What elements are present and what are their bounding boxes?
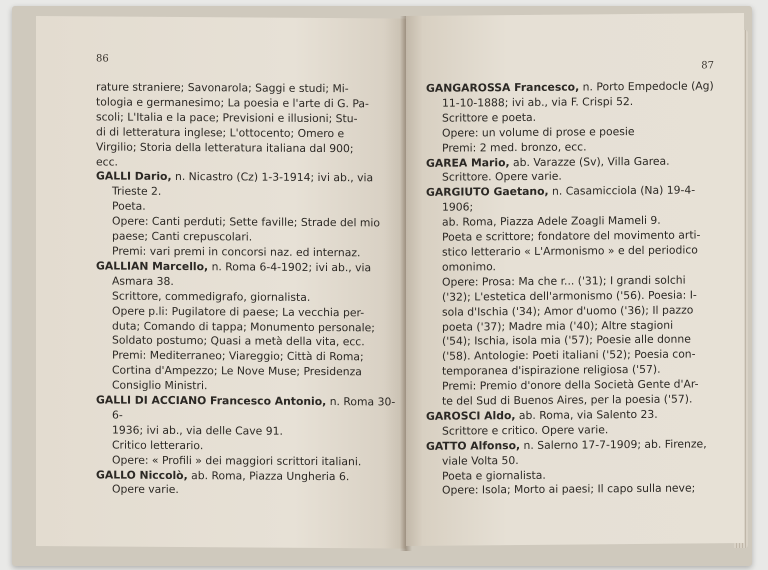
entry-heading-rest: n. Casamicciola (Na) 19-4-1906;: [442, 183, 696, 214]
text-line: scoli; L'Italia e la pace; Previsioni e illusioni; Stu-: [96, 110, 358, 126]
entry-name: GAREA Mario,: [426, 155, 510, 170]
text-line: poeta ('37); Madre mia ('40); Altre stagioni: [442, 318, 674, 334]
entry-name: GALLI Dario,: [96, 169, 172, 184]
entry-name: GATTO Alfonso,: [426, 438, 521, 453]
text-line: viale Volta 50.: [442, 453, 519, 468]
text-line: Scrittore, commedigrafo, giornalista.: [112, 289, 311, 304]
text-line: Opere: Canti perduti; Sette faville; Strade del mio: [112, 214, 380, 230]
text-line: Opere: « Profili » dei maggiori scrittori italiani.: [112, 453, 362, 468]
text-line: Opere: un volume di prose e poesie: [442, 124, 635, 140]
text-line: di di letteratura inglese; L'ottocento; Omero e: [96, 125, 345, 140]
text-line: ecc.: [96, 154, 118, 169]
entry-heading: [96, 259, 396, 276]
entry-heading-rest: ab. Roma, via Salento 23.: [515, 407, 658, 422]
text-line: omonimo.: [442, 260, 496, 274]
entry-heading: [96, 393, 396, 426]
text-line: Opere: Isola; Morto ai paesi; Il capo sulla neve;: [442, 481, 696, 498]
entry-name: GALLI DI ACCIANO Francesco Antonio,: [96, 393, 327, 409]
text-line: ('58). Antologie: Poeti italiani ('52); Poesia con-: [442, 347, 696, 363]
text-line: temporanea d'ispirazione religiosa ('57).: [442, 362, 661, 378]
entry-galli-di-acciano: [96, 393, 396, 470]
text-line: 1936; ivi ab., via delle Cave 91.: [112, 423, 283, 438]
text-line: Premi: 2 med. bronzo, ecc.: [442, 140, 587, 155]
entry-gangarossa-francesco: [426, 79, 722, 156]
entry-gallian-marcello: [96, 259, 396, 395]
left-page: [36, 16, 406, 549]
text-line: Scrittore e critico. Opere varie.: [442, 423, 609, 438]
text-line: Poeta.: [112, 199, 146, 214]
text-line: rature straniere; Savonarola; Saggi e studi; Mi-: [96, 80, 349, 96]
entry-heading-rest: ab. Roma, Piazza Ungheria 6.: [187, 468, 350, 483]
entry-heading-rest: n. Roma 6-4-1902; ivi ab., via: [208, 260, 372, 275]
text-line: Premi: Premio d'onore della Società Gente d'Ar-: [442, 377, 699, 393]
continuation-text: [96, 80, 396, 172]
entry-heading: [426, 79, 722, 96]
page-number-left: 86: [96, 53, 109, 65]
entry-gallo-niccolo: [96, 468, 396, 500]
entry-heading-rest: n. Salerno 17-7-1909; ab. Firenze,: [520, 437, 707, 452]
entry-galli-dario: [96, 170, 396, 262]
text-line: duta; Comando di tappa; Monumento personale;: [112, 319, 375, 334]
text-line: Cortina d'Ampezzo; Le Nove Muse; Presidenza: [112, 363, 362, 379]
text-line: Scrittore. Opere varie.: [442, 170, 562, 185]
text-line: Poeta e giornalista.: [442, 468, 546, 483]
entry-heading-rest: ab. Varazze (Sv), Villa Garea.: [509, 154, 670, 169]
entry-gargiuto-gaetano: [426, 184, 722, 410]
entry-name: GANGAROSSA Francesco,: [426, 80, 580, 95]
entry-name: GARGIUTO Gaetano,: [426, 185, 549, 200]
text-line: ('54); Ischia, isola mia ('57); Poesie alle donne: [442, 332, 691, 349]
text-line: te del Sud di Buenos Aires, per la poesia ('57).: [442, 392, 693, 408]
entry-heading-rest: n. Nicastro (Cz) 1-3-1914; ivi ab., via: [171, 170, 374, 185]
entry-heading: [426, 437, 722, 454]
left-page-content: [96, 80, 396, 499]
entry-name: GALLIAN Marcello,: [96, 259, 209, 274]
text-line: Poeta e scrittore; fondatore del movimento arti-: [442, 228, 701, 244]
right-page-content: [426, 79, 722, 499]
text-line: tologia e germanesimo; La poesia e l'arte di G. Pa-: [96, 95, 369, 111]
text-line: Virgilio; Storia della letteratura italiana dal 900;: [96, 140, 354, 155]
text-line: Consiglio Ministri.: [112, 378, 208, 393]
text-line: Critico letterario.: [112, 438, 204, 452]
entry-heading-rest: n. Roma 30-6-: [112, 395, 396, 422]
entry-garea-mario: [426, 154, 722, 186]
text-line: ('32); L'estetica dell'armonismo ('56). Poesia: I-: [442, 288, 697, 304]
text-line: sola d'Ischia ('34); Amor d'uomo ('36); Il pazzo: [442, 303, 694, 319]
text-line: paese; Canti crepuscolari.: [112, 229, 253, 244]
text-line: Premi: Mediterraneo; Viareggio; Città di Roma;: [112, 348, 364, 364]
text-line: Soldato postumo; Quasi a metà della vita, ecc.: [112, 333, 365, 349]
text-line: ab. Roma, Piazza Adele Zoagli Mameli 9.: [442, 213, 661, 229]
text-line: stico letterario « L'Armonismo » e del periodico: [442, 243, 698, 259]
text-line: Premi: vari premi in concorsi naz. ed internaz.: [112, 244, 361, 260]
text-line: 11-10-1888; ivi ab., via F. Crispi 52.: [442, 94, 634, 110]
open-book: [12, 6, 752, 566]
entry-gatto-alfonso: [426, 437, 722, 499]
right-page: [406, 13, 744, 546]
page-number-right: 87: [701, 60, 714, 72]
text-line: Opere p.li: Pugilatore di paese; La vecchia per-: [112, 304, 365, 319]
entry-name: GAROSCI Aldo,: [426, 408, 516, 423]
entry-garosci-aldo: [426, 407, 722, 439]
text-line: Scrittore e poeta.: [442, 110, 537, 125]
text-line: Asmara 38.: [112, 274, 174, 288]
entry-name: GALLO Niccolò,: [96, 467, 188, 482]
text-line: Opere: Prosa: Ma che r... ('31); I grandi solchi: [442, 273, 686, 289]
text-line: Opere varie.: [112, 482, 179, 497]
entry-heading: [426, 183, 722, 216]
entry-heading-rest: n. Porto Empedocle (Ag): [579, 79, 714, 94]
text-line: Trieste 2.: [112, 184, 162, 199]
